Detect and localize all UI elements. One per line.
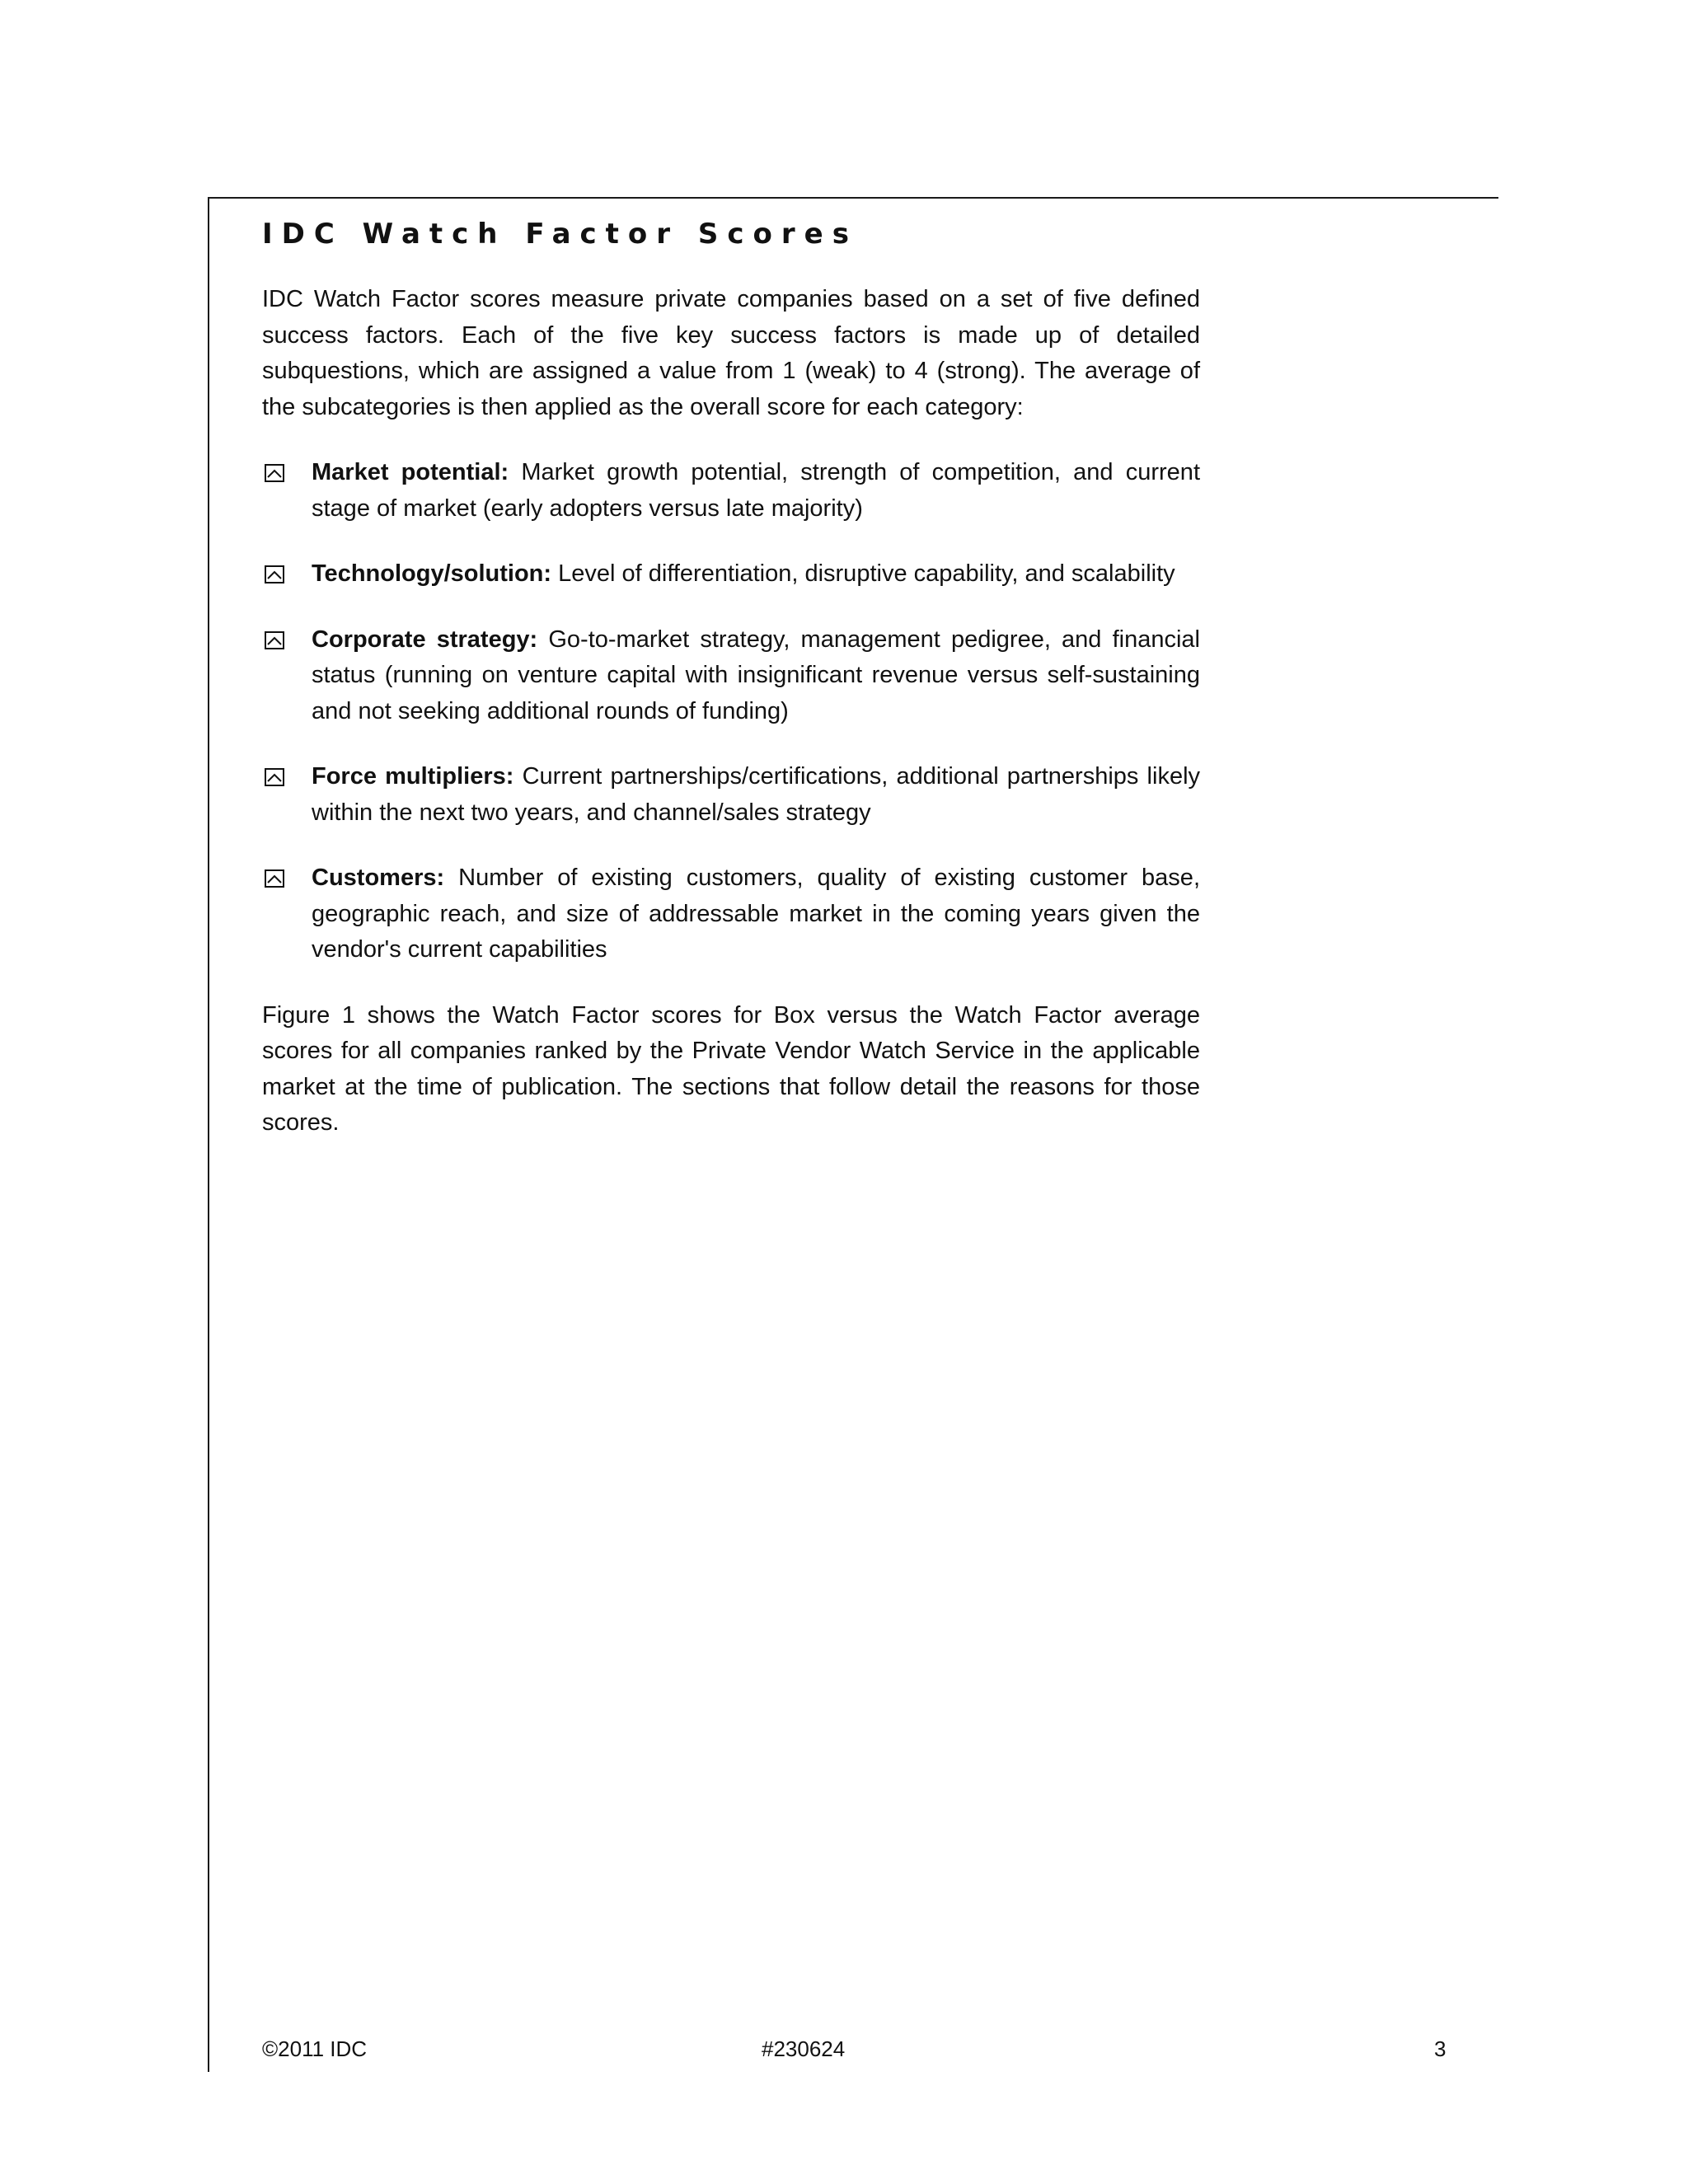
factor-description: Current partnerships/certifications, additional partnerships likely within the next two years, and channel/sales strategy — [312, 763, 1201, 826]
factor-term: Market potential: — [312, 459, 509, 485]
factor-term: Force multipliers: — [312, 763, 514, 790]
list-item — [262, 860, 1200, 968]
section-body — [262, 282, 1200, 1141]
checkbox-chevron-icon — [265, 768, 284, 786]
list-item — [262, 455, 1200, 527]
list-item — [262, 759, 1200, 831]
page-frame-left-rule — [208, 197, 209, 2072]
factor-description: Go-to-market strategy, management pedigree, and financial status (running on venture capital with insignificant revenue versus self-sustaining and not seeking additional rounds of funding) — [312, 626, 1200, 724]
checkbox-chevron-icon — [265, 869, 284, 888]
footer-page-number: 3 — [1434, 2036, 1447, 2061]
factor-description: Market growth potential, strength of competition, and current stage of market (early adopters versus late majority) — [312, 459, 1200, 522]
section-heading: IDC Watch Factor Scores — [262, 218, 858, 251]
checkbox-chevron-icon — [265, 464, 284, 482]
factor-term: Corporate strategy: — [312, 626, 538, 653]
page-frame-top-rule — [208, 197, 1498, 199]
closing-paragraph: Figure 1 shows the Watch Factor scores for Box versus the Watch Factor average scores for all companies ranked by the Private Vendor Watch Service in the applicable market at the time of publication. The sections that follow detail the reasons for those scores. — [262, 1001, 1200, 1136]
checkbox-chevron-icon — [265, 631, 284, 649]
factor-description: Number of existing customers, quality of existing customer base, geographic reach, and size of addressable market in the coming years given the vendor's current capabilities — [312, 865, 1200, 963]
intro-paragraph: IDC Watch Factor scores measure private companies based on a set of five defined success factors. Each of the five key success factors is made up of detailed subquestions, which are assigned a value from 1 (weak) to 4 (strong). The average of the subcategories is then applied as the overall score for each category: — [262, 286, 1200, 420]
factor-term: Customers: — [312, 865, 445, 891]
list-item — [262, 622, 1200, 730]
success-factor-list — [262, 455, 1200, 968]
footer-copyright: ©2011 IDC — [262, 2036, 368, 2061]
footer-document-number: #230624 — [762, 2036, 846, 2061]
factor-term: Technology/solution: — [312, 560, 552, 587]
factor-description: Level of differentiation, disruptive capability, and scalability — [558, 560, 1175, 587]
checkbox-chevron-icon — [265, 565, 284, 583]
list-item — [262, 556, 1200, 593]
